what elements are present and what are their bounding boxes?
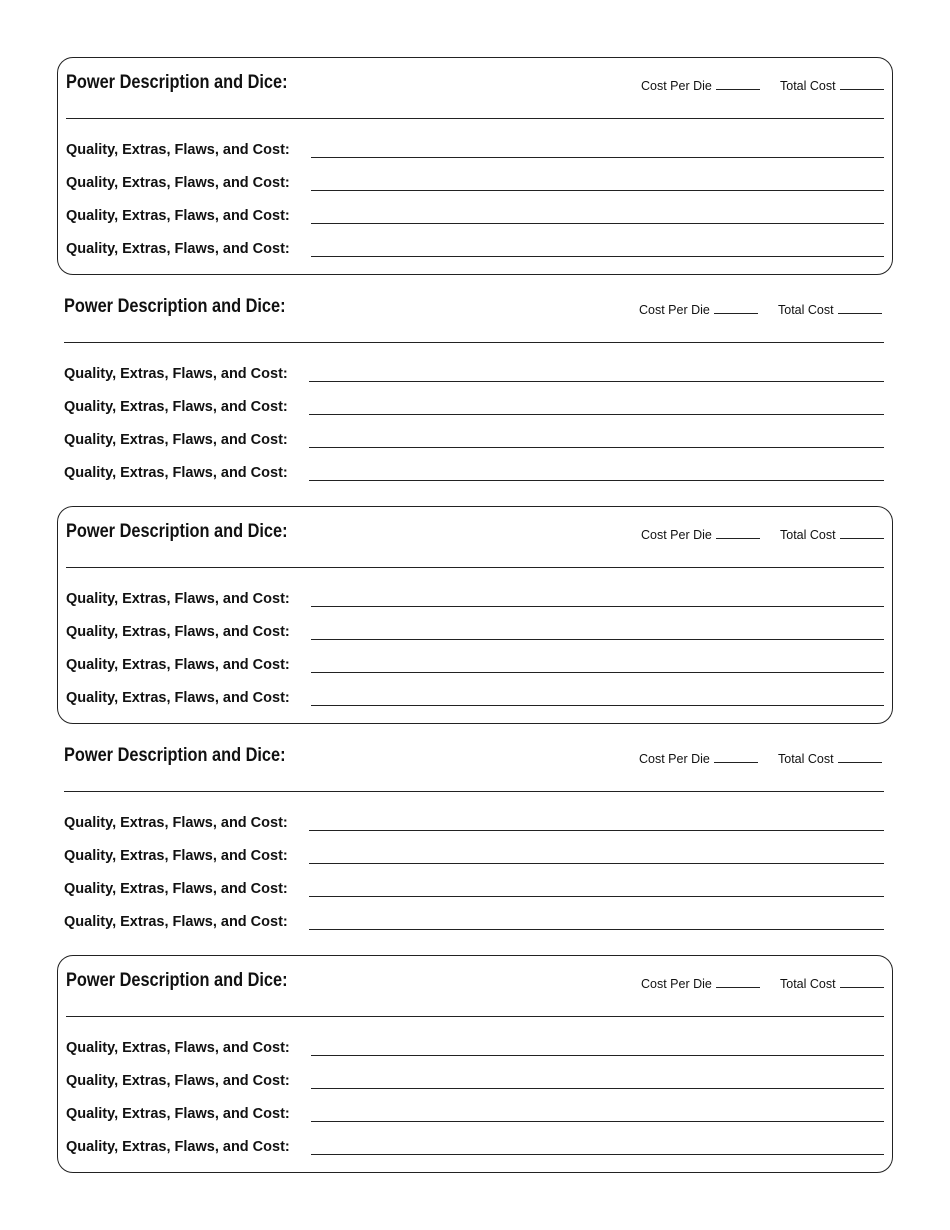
quality-row[interactable] [66,1040,884,1060]
cost-per-die-line[interactable] [714,762,758,763]
total-cost-field[interactable] [778,303,882,317]
quality-label: Quality, Extras, Flaws, and Cost: [66,142,290,158]
power-description-line[interactable] [66,118,884,119]
quality-row[interactable] [64,366,884,386]
cost-per-die-field[interactable] [639,303,758,317]
quality-row[interactable] [64,815,884,835]
total-cost-line[interactable] [838,762,882,763]
quality-line[interactable] [311,1088,884,1089]
quality-line[interactable] [311,256,884,257]
total-cost-line[interactable] [840,538,884,539]
quality-row[interactable] [64,399,884,419]
quality-line[interactable] [309,447,884,448]
quality-line[interactable] [311,1154,884,1155]
quality-label: Quality, Extras, Flaws, and Cost: [66,657,290,673]
power-block [57,955,893,1173]
cost-per-die-label: Cost Per Die [639,752,710,766]
quality-row[interactable] [66,1106,884,1126]
cost-per-die-field[interactable] [639,752,758,766]
quality-label: Quality, Extras, Flaws, and Cost: [64,366,288,382]
cost-per-die-line[interactable] [714,313,758,314]
quality-row[interactable] [66,624,884,644]
quality-label: Quality, Extras, Flaws, and Cost: [64,432,288,448]
cost-per-die-label: Cost Per Die [641,528,712,542]
quality-row[interactable] [64,848,884,868]
cost-per-die-line[interactable] [716,538,760,539]
total-cost-field[interactable] [780,79,884,93]
quality-line[interactable] [311,672,884,673]
quality-label: Quality, Extras, Flaws, and Cost: [66,690,290,706]
quality-line[interactable] [309,863,884,864]
quality-line[interactable] [309,929,884,930]
quality-row[interactable] [66,175,884,195]
power-description-line[interactable] [64,342,884,343]
power-description-title: Power Description and Dice: [66,521,288,542]
quality-row[interactable] [64,465,884,485]
quality-label: Quality, Extras, Flaws, and Cost: [66,175,290,191]
quality-label: Quality, Extras, Flaws, and Cost: [64,914,288,930]
total-cost-line[interactable] [840,89,884,90]
quality-label: Quality, Extras, Flaws, and Cost: [66,591,290,607]
quality-label: Quality, Extras, Flaws, and Cost: [66,1040,290,1056]
cost-per-die-label: Cost Per Die [641,977,712,991]
power-block [56,731,892,949]
quality-line[interactable] [309,414,884,415]
total-cost-field[interactable] [778,752,882,766]
quality-row[interactable] [66,241,884,261]
quality-label: Quality, Extras, Flaws, and Cost: [66,624,290,640]
total-cost-label: Total Cost [780,977,836,991]
cost-per-die-line[interactable] [716,987,760,988]
quality-row[interactable] [66,690,884,710]
quality-label: Quality, Extras, Flaws, and Cost: [66,1139,290,1155]
quality-label: Quality, Extras, Flaws, and Cost: [66,208,290,224]
quality-row[interactable] [66,1139,884,1159]
quality-line[interactable] [309,480,884,481]
quality-line[interactable] [311,157,884,158]
quality-line[interactable] [309,381,884,382]
total-cost-label: Total Cost [780,528,836,542]
quality-line[interactable] [311,1121,884,1122]
cost-per-die-field[interactable] [641,79,760,93]
quality-line[interactable] [309,896,884,897]
power-block [56,282,892,500]
cost-per-die-label: Cost Per Die [641,79,712,93]
power-description-line[interactable] [66,1016,884,1017]
quality-line[interactable] [311,705,884,706]
cost-per-die-line[interactable] [716,89,760,90]
total-cost-line[interactable] [840,987,884,988]
quality-row[interactable] [64,914,884,934]
quality-row[interactable] [64,881,884,901]
total-cost-label: Total Cost [780,79,836,93]
quality-label: Quality, Extras, Flaws, and Cost: [64,815,288,831]
total-cost-field[interactable] [780,528,884,542]
cost-per-die-label: Cost Per Die [639,303,710,317]
power-description-title: Power Description and Dice: [64,745,286,766]
quality-label: Quality, Extras, Flaws, and Cost: [66,1073,290,1089]
quality-line[interactable] [311,606,884,607]
quality-line[interactable] [311,190,884,191]
quality-row[interactable] [66,208,884,228]
power-block [57,57,893,275]
quality-label: Quality, Extras, Flaws, and Cost: [66,241,290,257]
quality-row[interactable] [66,142,884,162]
power-description-line[interactable] [66,567,884,568]
power-description-title: Power Description and Dice: [66,72,288,93]
quality-line[interactable] [311,1055,884,1056]
power-description-line[interactable] [64,791,884,792]
power-block [57,506,893,724]
quality-row[interactable] [64,432,884,452]
quality-label: Quality, Extras, Flaws, and Cost: [64,465,288,481]
quality-label: Quality, Extras, Flaws, and Cost: [66,1106,290,1122]
cost-per-die-field[interactable] [641,528,760,542]
quality-row[interactable] [66,657,884,677]
total-cost-label: Total Cost [778,752,834,766]
total-cost-field[interactable] [780,977,884,991]
quality-line[interactable] [311,223,884,224]
power-description-title: Power Description and Dice: [64,296,286,317]
quality-line[interactable] [311,639,884,640]
quality-label: Quality, Extras, Flaws, and Cost: [64,881,288,897]
quality-label: Quality, Extras, Flaws, and Cost: [64,399,288,415]
quality-label: Quality, Extras, Flaws, and Cost: [64,848,288,864]
quality-row[interactable] [66,1073,884,1093]
quality-row[interactable] [66,591,884,611]
cost-per-die-field[interactable] [641,977,760,991]
quality-line[interactable] [309,830,884,831]
total-cost-line[interactable] [838,313,882,314]
total-cost-label: Total Cost [778,303,834,317]
power-description-title: Power Description and Dice: [66,970,288,991]
